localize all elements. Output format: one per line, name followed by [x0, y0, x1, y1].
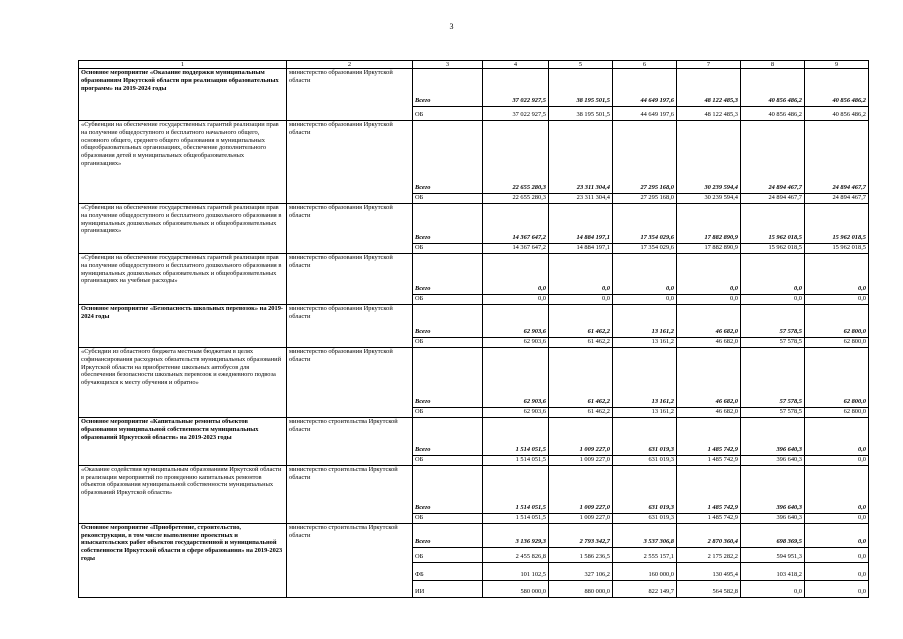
- header-cell: 9: [805, 61, 869, 69]
- amount-cell: 27 295 168,0: [613, 194, 677, 204]
- amount-cell: 1 009 227,0: [549, 456, 613, 466]
- amount-cell: 44 649 197,6: [613, 107, 677, 121]
- amount-cell: 24 894 467,7: [741, 121, 805, 194]
- measure-name-cell: «Субсидии из областного бюджета местным бюджетам в целях софинансирования расходных обязательств муниципальных образований Иркутской области на приобретение школьных автобусов для обеспечения безопасности школьных перевозок и ежедневного подвоза обучающихся к месту обучения и обратно»: [79, 348, 287, 418]
- funding-source-cell: ОБ: [413, 194, 483, 204]
- amount-cell: 0,0: [677, 295, 741, 305]
- amount-cell: 1 009 227,0: [549, 513, 613, 523]
- page-number: 3: [449, 22, 454, 31]
- amount-cell: 40 856 486,2: [741, 107, 805, 121]
- executor-cell: министерство образования Иркутской области: [287, 69, 413, 121]
- amount-cell: 15 962 018,5: [805, 244, 869, 254]
- amount-cell: 57 578,5: [741, 305, 805, 338]
- funding-source-cell: ФБ: [413, 562, 483, 580]
- budget-table: [78, 60, 869, 598]
- header-row: [79, 61, 869, 69]
- amount-cell: 594 951,3: [741, 547, 805, 562]
- funding-source-cell: ОБ: [413, 408, 483, 418]
- table-row-total: [79, 465, 869, 513]
- amount-cell: 40 856 486,2: [741, 69, 805, 107]
- amount-cell: 61 462,2: [549, 348, 613, 408]
- amount-cell: 103 418,2: [741, 562, 805, 580]
- measure-name-cell: «Оказание содействия муниципальным образованиям Иркутской области в реализации мероприятий по проведению капитальных ремонтов объектов образования муниципальной собственности муниципальных образований Иркутской области»: [79, 465, 287, 523]
- amount-cell: 880 000,0: [549, 580, 613, 597]
- amount-cell: 0,0: [805, 513, 869, 523]
- amount-cell: 1 514 051,5: [483, 456, 549, 466]
- measure-name-cell: Основное мероприятие «Приобретение, строительство, реконструкция, в том числе выполнение проектных и изыскательских работ объектов государственной и муниципальной собственности Иркутской области в сфере образования» на 2019-2023 годы: [79, 523, 287, 597]
- measure-name-cell: Основное мероприятие «Безопасность школьных перевозок» на 2019-2024 годы: [79, 305, 287, 348]
- amount-cell: 0,0: [741, 295, 805, 305]
- table-body: [79, 61, 869, 598]
- amount-cell: 62 800,0: [805, 305, 869, 338]
- executor-cell: министерство строительства Иркутской области: [287, 418, 413, 466]
- amount-cell: 0,0: [805, 580, 869, 597]
- header-cell: 2: [287, 61, 413, 69]
- amount-cell: 62 800,0: [805, 348, 869, 408]
- amount-cell: 17 882 890,9: [677, 244, 741, 254]
- amount-cell: 822 149,7: [613, 580, 677, 597]
- funding-source-cell: Всего: [413, 204, 483, 244]
- amount-cell: 62 903,6: [483, 338, 549, 348]
- header-cell: 4: [483, 61, 549, 69]
- funding-source-cell: Всего: [413, 121, 483, 194]
- amount-cell: 0,0: [805, 465, 869, 513]
- executor-cell: министерство образования Иркутской области: [287, 305, 413, 348]
- amount-cell: 14 884 197,1: [549, 204, 613, 244]
- funding-source-cell: ОБ: [413, 244, 483, 254]
- funding-source-cell: ОБ: [413, 338, 483, 348]
- table-row-total: [79, 418, 869, 456]
- measure-name-cell: Основное мероприятие «Капитальные ремонты объектов образования муниципальной собственности муниципальных образований Иркутской области» на 2019-2023 годы: [79, 418, 287, 466]
- header-cell: 6: [613, 61, 677, 69]
- amount-cell: 61 462,2: [549, 305, 613, 338]
- amount-cell: 62 903,6: [483, 348, 549, 408]
- amount-cell: 24 894 467,7: [805, 194, 869, 204]
- amount-cell: 40 856 486,2: [805, 107, 869, 121]
- amount-cell: 57 578,5: [741, 338, 805, 348]
- amount-cell: 631 019,3: [613, 465, 677, 513]
- amount-cell: 0,0: [549, 295, 613, 305]
- funding-source-cell: ОБ: [413, 513, 483, 523]
- executor-cell: министерство строительства Иркутской области: [287, 523, 413, 597]
- amount-cell: 48 122 485,3: [677, 69, 741, 107]
- amount-cell: 46 682,0: [677, 348, 741, 408]
- amount-cell: 631 019,3: [613, 456, 677, 466]
- amount-cell: 15 962 018,5: [741, 244, 805, 254]
- executor-cell: министерство образования Иркутской области: [287, 254, 413, 305]
- amount-cell: 3 136 929,3: [483, 523, 549, 547]
- amount-cell: 17 882 890,9: [677, 204, 741, 244]
- amount-cell: 631 019,3: [613, 513, 677, 523]
- amount-cell: 396 640,3: [741, 465, 805, 513]
- amount-cell: 0,0: [549, 254, 613, 295]
- header-cell: 8: [741, 61, 805, 69]
- amount-cell: 57 578,5: [741, 348, 805, 408]
- header-cell: 7: [677, 61, 741, 69]
- header-cell: 1: [79, 61, 287, 69]
- amount-cell: 0,0: [805, 562, 869, 580]
- amount-cell: 48 122 485,3: [677, 107, 741, 121]
- amount-cell: 698 369,5: [741, 523, 805, 547]
- amount-cell: 38 195 501,5: [549, 107, 613, 121]
- amount-cell: 0,0: [483, 254, 549, 295]
- amount-cell: 1 485 742,9: [677, 513, 741, 523]
- amount-cell: 3 537 306,8: [613, 523, 677, 547]
- amount-cell: 46 682,0: [677, 408, 741, 418]
- measure-name-cell: «Субвенции на обеспечение государственных гарантий реализации прав на получение общедоступного и бесплатного начального общего, основного общего, среднего общего образования в муниципальных общеобразовательных организациях, обеспечение дополнительного образования детей в муниципальных общеобразовательных организациях»: [79, 121, 287, 204]
- amount-cell: 22 655 280,3: [483, 194, 549, 204]
- amount-cell: 0,0: [805, 523, 869, 547]
- measure-name-cell: «Субвенции на обеспечение государственных гарантий реализации прав на получение общедоступного и бесплатного дошкольного образования в муниципальных дошкольных образовательных и общеобразовательных организациях на учебные расходы»: [79, 254, 287, 305]
- amount-cell: 0,0: [805, 418, 869, 456]
- amount-cell: 0,0: [805, 456, 869, 466]
- amount-cell: 38 195 501,5: [549, 69, 613, 107]
- amount-cell: 130 495,4: [677, 562, 741, 580]
- amount-cell: 23 311 304,4: [549, 121, 613, 194]
- amount-cell: 580 000,0: [483, 580, 549, 597]
- amount-cell: 24 894 467,7: [741, 194, 805, 204]
- amount-cell: 2 555 157,1: [613, 547, 677, 562]
- amount-cell: 17 354 029,6: [613, 204, 677, 244]
- amount-cell: 0,0: [741, 580, 805, 597]
- amount-cell: 57 578,5: [741, 408, 805, 418]
- table-row-total: [79, 348, 869, 408]
- amount-cell: 61 462,2: [549, 338, 613, 348]
- amount-cell: 62 800,0: [805, 338, 869, 348]
- amount-cell: 15 962 018,5: [741, 204, 805, 244]
- amount-cell: 1 514 051,5: [483, 513, 549, 523]
- amount-cell: 37 022 927,5: [483, 107, 549, 121]
- amount-cell: 1 009 227,0: [549, 418, 613, 456]
- funding-source-cell: Всего: [413, 305, 483, 338]
- amount-cell: 14 367 647,2: [483, 204, 549, 244]
- funding-source-cell: Всего: [413, 418, 483, 456]
- amount-cell: 2 793 342,7: [549, 523, 613, 547]
- header-cell: 3: [413, 61, 483, 69]
- amount-cell: 13 161,2: [613, 348, 677, 408]
- amount-cell: 0,0: [805, 254, 869, 295]
- table-row-total: [79, 254, 869, 295]
- amount-cell: 1 485 742,9: [677, 456, 741, 466]
- funding-source-cell: ОБ: [413, 107, 483, 121]
- funding-source-cell: Всего: [413, 523, 483, 547]
- amount-cell: 14 884 197,1: [549, 244, 613, 254]
- funding-source-cell: Всего: [413, 465, 483, 513]
- amount-cell: 0,0: [805, 547, 869, 562]
- amount-cell: 396 640,3: [741, 513, 805, 523]
- amount-cell: 30 239 594,4: [677, 121, 741, 194]
- amount-cell: 22 655 280,3: [483, 121, 549, 194]
- amount-cell: 0,0: [613, 295, 677, 305]
- amount-cell: 15 962 018,5: [805, 204, 869, 244]
- amount-cell: 1 009 227,0: [549, 465, 613, 513]
- amount-cell: 564 582,8: [677, 580, 741, 597]
- amount-cell: 0,0: [677, 254, 741, 295]
- table-row-total: [79, 121, 869, 194]
- executor-cell: министерство образования Иркутской области: [287, 348, 413, 418]
- amount-cell: 27 295 168,0: [613, 121, 677, 194]
- amount-cell: 46 682,0: [677, 305, 741, 338]
- table-row-total: [79, 204, 869, 244]
- amount-cell: 2 175 282,2: [677, 547, 741, 562]
- amount-cell: 13 161,2: [613, 305, 677, 338]
- amount-cell: 62 800,0: [805, 408, 869, 418]
- amount-cell: 61 462,2: [549, 408, 613, 418]
- amount-cell: 37 022 927,5: [483, 69, 549, 107]
- amount-cell: 30 239 594,4: [677, 194, 741, 204]
- table-row-total: [79, 305, 869, 338]
- amount-cell: 17 354 029,6: [613, 244, 677, 254]
- funding-source-cell: ОБ: [413, 547, 483, 562]
- amount-cell: 1 514 051,5: [483, 418, 549, 456]
- amount-cell: 2 870 360,4: [677, 523, 741, 547]
- measure-name-cell: Основное мероприятие «Оказание поддержки муниципальным образованиям Иркутской области при реализации образовательных программ» на 2019-2024 годы: [79, 69, 287, 121]
- amount-cell: 396 640,3: [741, 418, 805, 456]
- amount-cell: 0,0: [483, 295, 549, 305]
- amount-cell: 40 856 486,2: [805, 69, 869, 107]
- amount-cell: 0,0: [741, 254, 805, 295]
- header-cell: 5: [549, 61, 613, 69]
- funding-source-cell: ИИ: [413, 580, 483, 597]
- table-row-total: [79, 523, 869, 547]
- amount-cell: 0,0: [613, 254, 677, 295]
- amount-cell: 13 161,2: [613, 338, 677, 348]
- funding-source-cell: Всего: [413, 254, 483, 295]
- amount-cell: 23 311 304,4: [549, 194, 613, 204]
- amount-cell: 327 106,2: [549, 562, 613, 580]
- amount-cell: 46 682,0: [677, 338, 741, 348]
- measure-name-cell: «Субвенции на обеспечение государственных гарантий реализации прав на получение общедоступного и бесплатного дошкольного образования в муниципальных дошкольных образовательных и общеобразовательных организациях»: [79, 204, 287, 254]
- funding-source-cell: ОБ: [413, 456, 483, 466]
- amount-cell: 44 649 197,6: [613, 69, 677, 107]
- executor-cell: министерство образования Иркутской области: [287, 121, 413, 204]
- funding-source-cell: Всего: [413, 69, 483, 107]
- amount-cell: 2 455 826,8: [483, 547, 549, 562]
- amount-cell: 1 485 742,9: [677, 418, 741, 456]
- amount-cell: 62 903,6: [483, 408, 549, 418]
- executor-cell: министерство строительства Иркутской области: [287, 465, 413, 523]
- amount-cell: 101 102,5: [483, 562, 549, 580]
- amount-cell: 62 903,6: [483, 305, 549, 338]
- amount-cell: 14 367 647,2: [483, 244, 549, 254]
- funding-source-cell: Всего: [413, 348, 483, 408]
- amount-cell: 396 640,3: [741, 456, 805, 466]
- amount-cell: 1 514 051,5: [483, 465, 549, 513]
- funding-source-cell: ОБ: [413, 295, 483, 305]
- amount-cell: 0,0: [805, 295, 869, 305]
- amount-cell: 1 586 236,5: [549, 547, 613, 562]
- amount-cell: 631 019,3: [613, 418, 677, 456]
- amount-cell: 1 485 742,9: [677, 465, 741, 513]
- amount-cell: 24 894 467,7: [805, 121, 869, 194]
- amount-cell: 13 161,2: [613, 408, 677, 418]
- amount-cell: 160 000,0: [613, 562, 677, 580]
- table-row-total: [79, 69, 869, 107]
- executor-cell: министерство образования Иркутской области: [287, 204, 413, 254]
